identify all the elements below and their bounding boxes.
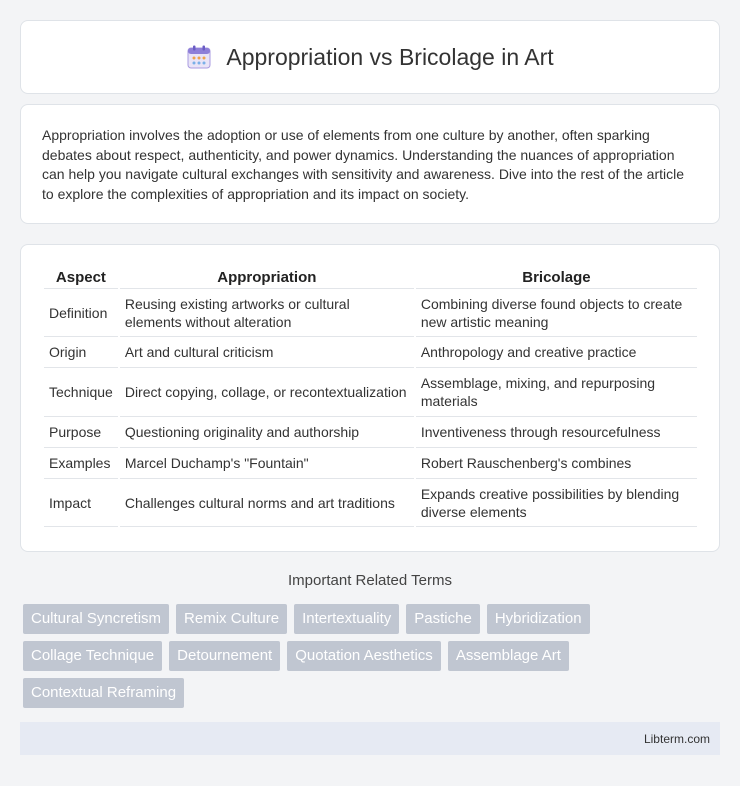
footer (20, 722, 720, 755)
table-cell: Technique (44, 368, 118, 417)
table-row (44, 337, 697, 368)
page-title: Appropriation vs Bricolage in Art (226, 43, 554, 70)
table-row (44, 417, 697, 448)
column-header: Appropriation (120, 265, 414, 289)
related-term-tag[interactable]: Contextual Reframing (23, 678, 184, 708)
intro-text: Appropriation involves the adoption or use of elements from one culture by another, often sparking debates about respect, authenticity, and power dynamics. Understanding the nuances of appropriation can help you navigate cultural exchanges with sensitivity and awareness. Dive into the rest of the article to explore the complexities of appropriation and its impact on society. (42, 127, 685, 202)
related-term-tag[interactable]: Quotation Aesthetics (287, 641, 441, 671)
table-cell: Impact (44, 479, 118, 527)
table-cell: Inventiveness through resourcefulness (416, 417, 697, 448)
table-cell: Origin (44, 337, 118, 368)
table-cell: Challenges cultural norms and art traditions (120, 479, 414, 527)
related-term-tag[interactable]: Cultural Syncretism (23, 604, 169, 634)
table-cell: Anthropology and creative practice (416, 337, 697, 368)
table-cell: Robert Rauschenberg's combines (416, 448, 697, 479)
table-row (44, 448, 697, 479)
column-header: Bricolage (416, 265, 697, 289)
related-term-tag[interactable]: Collage Technique (23, 641, 162, 671)
table-cell: Marcel Duchamp's "Fountain" (120, 448, 414, 479)
table-cell: Combining diverse found objects to create new artistic meaning (416, 289, 697, 337)
header-card (20, 20, 720, 94)
table-cell: Assemblage, mixing, and repurposing materials (416, 368, 697, 417)
footer-site-link[interactable]: Libterm.com (643, 732, 710, 746)
related-term-tag[interactable]: Pastiche (406, 604, 480, 634)
calendar-icon (186, 44, 212, 70)
related-term-tag[interactable]: Assemblage Art (448, 641, 569, 671)
table-cell: Examples (44, 448, 118, 479)
comparison-table-card (20, 244, 720, 552)
related-terms-title: Important Related Terms (288, 572, 452, 589)
table-cell: Art and cultural criticism (120, 337, 414, 368)
comparison-table (42, 265, 699, 527)
related-term-tag[interactable]: Detournement (169, 641, 280, 671)
table-row (44, 368, 697, 417)
table-cell: Definition (44, 289, 118, 337)
column-header: Aspect (44, 265, 118, 289)
table-cell: Purpose (44, 417, 118, 448)
table-cell: Reusing existing artworks or cultural elements without alteration (120, 289, 414, 337)
related-term-tag[interactable]: Hybridization (487, 604, 590, 634)
related-term-tag[interactable]: Remix Culture (176, 604, 287, 634)
table-header-row (44, 265, 697, 289)
table-cell: Questioning originality and authorship (120, 417, 414, 448)
intro-card (20, 104, 720, 224)
table-row (44, 479, 697, 527)
table-cell: Direct copying, collage, or recontextualization (120, 368, 414, 417)
table-cell: Expands creative possibilities by blending diverse elements (416, 479, 697, 527)
related-term-tag[interactable]: Intertextuality (294, 604, 399, 634)
related-terms-list (23, 604, 723, 708)
table-row (44, 289, 697, 337)
